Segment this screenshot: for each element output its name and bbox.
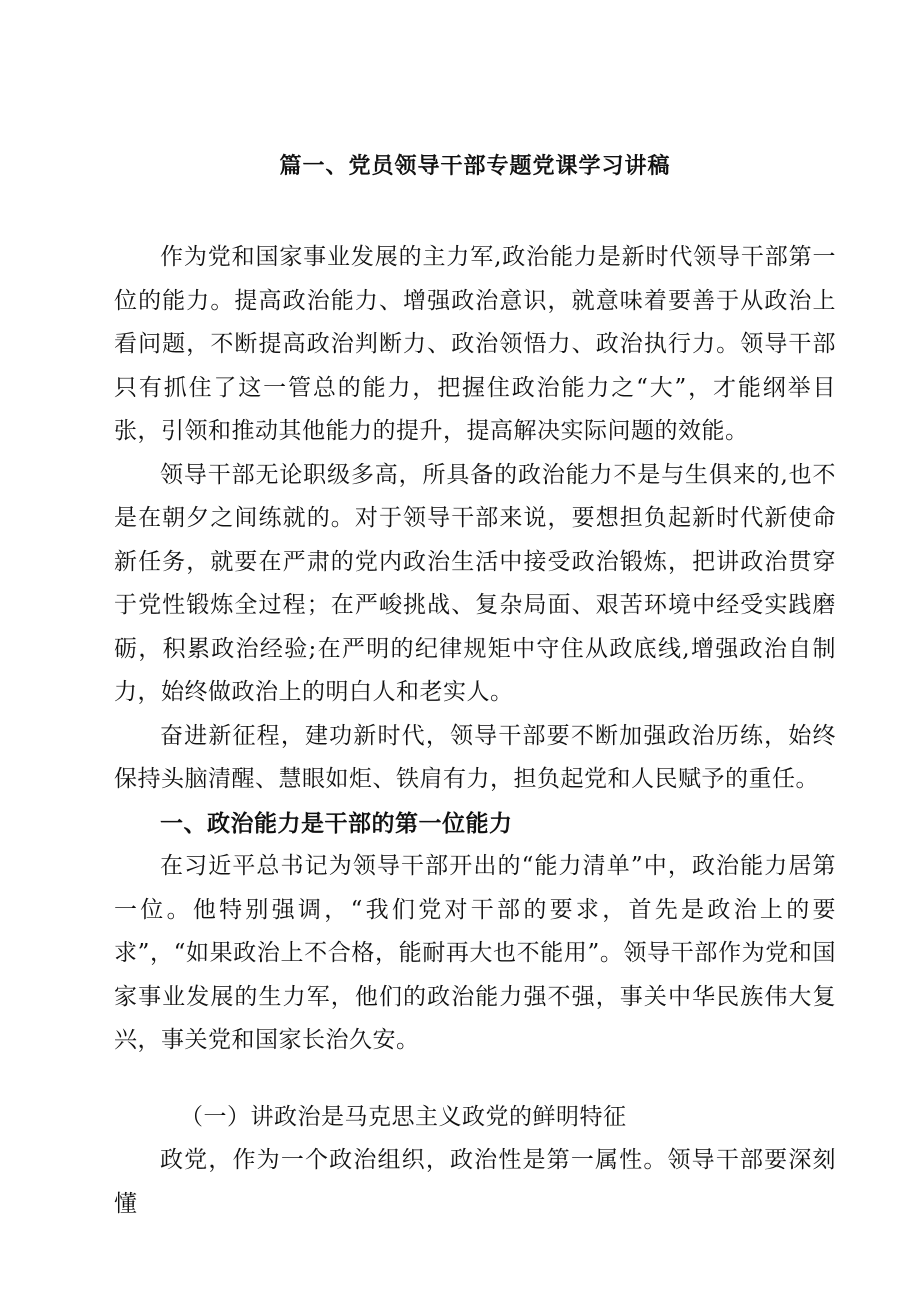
- body-paragraph-1: 作为党和国家事业发展的主力军,政治能力是新时代领导干部第一位的能力。提高政治能力、增强政治意识，就意味着要善于从政治上看问题，不断提高政治判断力、政治领悟力、政治执行力。领导干部只有抓住了这一管总的能力，把握住政治能力之“大”，才能纲举目张，引领和推动其他能力的提升，提高解决实际问题的效能。: [114, 244, 836, 444]
- body-paragraph-3: 奋进新征程，建功新时代，领导干部要不断加强政治历练，始终保持头脑清醒、慧眼如炬、铁肩有力，担负起党和人民赋予的重任。: [114, 722, 836, 792]
- body-paragraph-2: 领导干部无论职级多高，所具备的政治能力不是与生俱来的,也不是在朝夕之间练就的。对于领导干部来说，要想担负起新时代新使命新任务，就要在严肃的党内政治生活中接受政治锻炼，把讲政治贯穿于党性锻炼全过程；在严峻挑战、复杂局面、艰苦环境中经受实践磨砺，积累政治经验;在严明的纪律规矩中守住从政底线,增强政治自制力，始终做政治上的明白人和老实人。: [114, 461, 836, 705]
- document-body: [114, 236, 836, 1226]
- section-paragraph-1: 在习近平总书记为领导干部开出的“能力清单”中，政治能力居第一位。他特别强调，“我们党对干部的要求，首先是政治上的要求”，“如果政治上不合格，能耐再大也不能用”。领导干部作为党和国家事业发展的生力军，他们的政治能力强不强，事关中华民族伟大复兴，事关党和国家长治久安。: [114, 853, 836, 1053]
- subsection-paragraph-1: 政党，作为一个政治组织，政治性是第一属性。领导干部要深刻懂: [114, 1147, 836, 1217]
- document-title: 篇一、党员领导干部专题党课学习讲稿: [279, 153, 671, 179]
- section-heading-1: 一、政治能力是干部的第一位能力: [160, 809, 513, 837]
- subsection-heading-1: （一）讲政治是马克思主义政党的鲜明特征: [180, 1103, 627, 1130]
